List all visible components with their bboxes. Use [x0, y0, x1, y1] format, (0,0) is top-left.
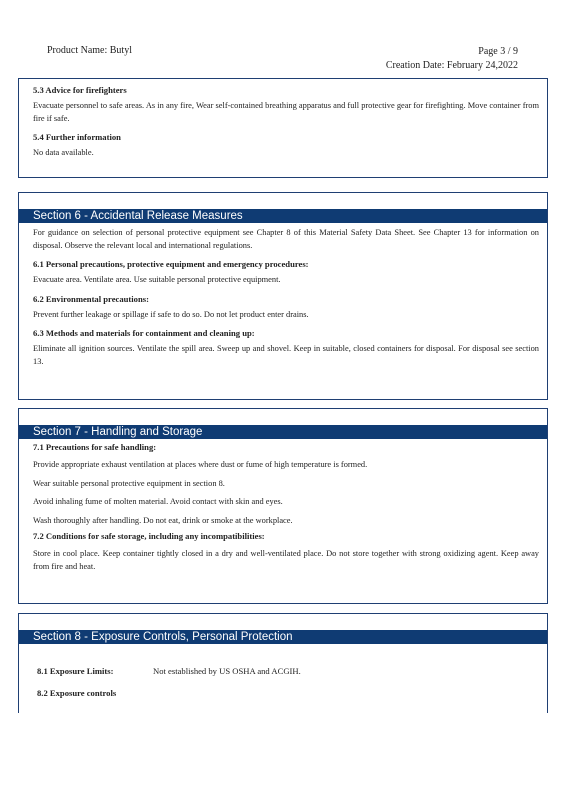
heading-6-3: 6.3 Methods and materials for containment and cleaning up: — [33, 328, 255, 338]
text-5-3: Evacuate personnel to safe areas. As in any fire, Wear self-contained breathing apparatus and full protective gear for firefighting. Move container from fire if safe. — [33, 101, 539, 123]
exposure-limits-row — [37, 665, 539, 677]
product-name: Product Name: Butyl — [47, 45, 132, 56]
text-6-intro: For guidance on selection of personal protective equipment see Chapter 8 of this Material Safety Data Sheet. See Chapter 13 for information on disposal. Observe the relevant local and international regulations. — [33, 228, 539, 250]
heading-5-3: 5.3 Advice for firefighters — [33, 85, 127, 95]
creation-date: Creation Date: February 24,2022 — [385, 60, 518, 71]
section-8-box — [18, 613, 548, 713]
section-8-title: Section 8 - Exposure Controls, Personal Protection — [19, 630, 547, 644]
section-7-title: Section 7 - Handling and Storage — [19, 425, 547, 439]
heading-7-2: 7.2 Conditions for safe storage, including any incompatibilities: — [33, 531, 265, 541]
text-7-1c: Avoid inhaling fume of molten material. Avoid contact with skin and eyes. — [33, 497, 283, 506]
text-7-1b: Wear suitable personal protective equipment in section 8. — [33, 478, 225, 488]
text-7-1d: Wash thoroughly after handling. Do not eat, drink or smoke at the workplace. — [33, 515, 293, 525]
exposure-limits-label: 8.1 Exposure Limits: — [37, 666, 114, 676]
section-7-box — [18, 408, 548, 604]
text-6-2: Prevent further leakage or spillage if safe to do so. Do not let product enter drains. — [33, 309, 309, 319]
section-6-box — [18, 192, 548, 400]
heading-6-2: 6.2 Environmental precautions: — [33, 293, 149, 304]
section-6-title: Section 6 - Accidental Release Measures — [19, 209, 547, 223]
text-7-1a: Provide appropriate exhaust ventilation at places where dust or fume of high temperature is formed. — [33, 460, 368, 469]
heading-8-2: 8.2 Exposure controls — [37, 688, 117, 698]
exposure-limits-value: Not established by US OSHA and ACGIH. — [153, 666, 301, 676]
page-number: Page 3 / 9 — [478, 46, 518, 57]
section-5-box — [18, 78, 548, 178]
heading-5-4: 5.4 Further information — [33, 132, 121, 142]
text-5-4: No data available. — [33, 148, 94, 157]
text-7-2: Store in cool place. Keep container tightly closed in a dry and well-ventilated place. Do not store together with strong oxidizing agent. Keep away from fire and heat. — [33, 549, 539, 571]
page-info — [386, 45, 518, 73]
text-6-1: Evacuate area. Ventilate area. Use suitable personal protective equipment. — [33, 275, 281, 284]
text-6-3: Eliminate all ignition sources. Ventilate the spill area. Sweep up and shovel. Keep in suitable, closed containers for disposal. For disposal see section 13. — [33, 344, 539, 366]
heading-7-1: 7.1 Precautions for safe handling: — [33, 442, 157, 452]
heading-6-1: 6.1 Personal precautions, protective equipment and emergency procedures: — [33, 259, 309, 269]
